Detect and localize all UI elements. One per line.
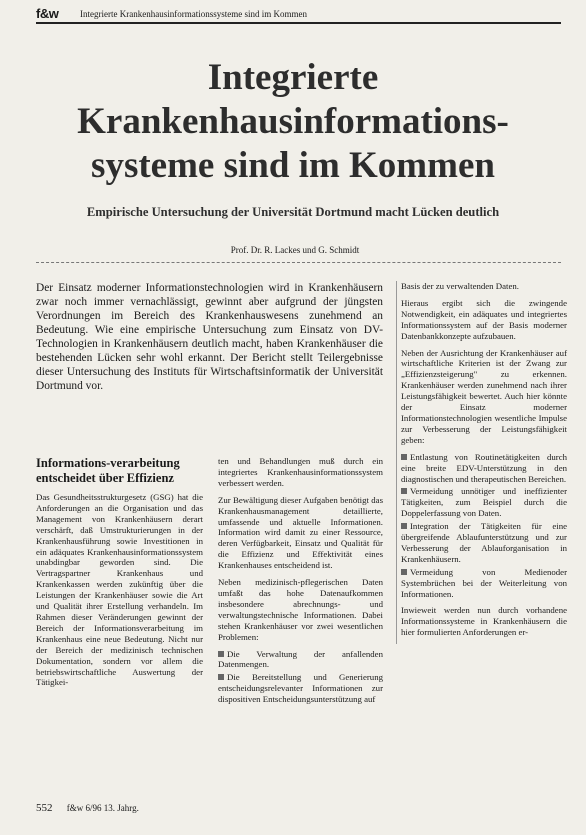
issue-info: f&w 6/96 13. Jahrg. [66,803,139,813]
paragraph: ten und Behandlungen muß durch ein integriertes Krankenhausinformationssystem verbessert werden. [218,456,383,488]
bullet-text: Die Verwaltung der anfallenden Datenmengen. [218,648,383,670]
body-column-3 [396,281,567,644]
running-header [36,8,561,24]
bullet-text: Integration der Tätigkeiten für eine übergreifende Ablaufunterstützung und zur Verbesserung der Ablauforganisation in Krankenhäusern. [401,521,567,564]
bullet-item [401,567,567,600]
bullet-square-icon [401,488,407,494]
paragraph: Zur Bewältigung dieser Aufgaben benötigt das Krankenhausmanagement detaillierte, umfassende und aktuelle Informationen. Information wird damit zu einer Ressource, deren Verfügbarkeit, Einsatz und Qualität für die Effizienz und Effektivität eines Krankenhauses entscheidend ist. [218,494,383,571]
body-column-2 [218,456,383,707]
bullet-text: Vermeidung unnötiger und ineffizienter Tätigkeiten, zum Beispiel durch die Doppelerfassung von Daten. [401,486,567,519]
paragraph: Hieraus ergibt sich die zwingende Notwendigkeit, ein adäquates und integriertes Informationssystem auf der Basis moderner Datenbankkonzepte aufzubauen. [401,297,567,341]
article-title [20,56,566,188]
paragraph: Das Gesundheitsstrukturgesetz (GSG) hat die Anforderungen an die Organisation und das Management von Krankenhäusern derart verschärft, daß Umstrukturierungen in der Krankenhausführung sowie Investitionen in ein adäquates Krankenhausinformationssystem unabdingbar geworden sind. Die Vertragspartner Krankenhaus und Krankenkassen werden zukünftig über die Leistungen der Krankenhäuser sowie die Art und Qualität ihrer Erstellung verhandeln. Im Rahmen dieser Veränderungen gewinnt der Bereich der Informationsverarbeitung im Krankenhaus eine neue Bedeutung. Nicht nur der Bereich der medizinisch technischen Dokumentation, sondern vor allem die betriebswirtschaftliche Auswertung der Tätigkei- [36,492,203,688]
bullet-item [401,486,567,519]
paragraph: Basis der zu verwaltenden Daten. [401,281,519,291]
bullet-square-icon [401,569,407,575]
paragraph: Neben der Ausrichtung der Krankenhäuser auf wirtschaftliche Kriterien ist der Zwang zur „Effizienzsteigerung" zu erkennen. Krankenhäuser werden zunehmend nach ihrer Leistungsfähigkeit bewertet. Auch hier könnte der Einsatz moderner Informationstechnologien wesentliche Impulse zur Verbesserung der Leistungsfähigkeit geben: [401,347,567,445]
bullet-text: Entlastung von Routinetätigkeiten durch eine breite EDV-Unterstützung in den diagnostischen und therapeutischen Bereichen. [401,451,567,484]
paragraph: Inwieweit werden nun durch vorhandene Informationssysteme in Krankenhäusern die hier formulierten Anforderungen er- [401,605,567,638]
body-column-1 [36,456,203,694]
article-subtitle: Empirische Untersuchung der Universität Dortmund macht Lücken deutlich [86,205,500,219]
page-number: 552 [36,802,53,814]
bullet-item [218,649,383,671]
lead-column [36,281,383,393]
bullet-square-icon [401,454,407,460]
bullet-item [218,672,383,705]
divider [36,262,561,263]
paragraph: Neben medizinisch-pflegerischen Daten umfaßt das hohe Datenaufkommen insbesondere abrechnungs- und verwaltungstechnische Informationen. Dabei stehen Krankenhäuser vor zwei wesentlichen Problemen: [218,577,383,642]
title-line: systeme sind im Kommen [91,145,495,186]
bullet-text: Vermeidung von Medienoder Systembrüchen bei der Weiterleitung von Informationen. [401,566,567,599]
bullet-item [401,521,567,565]
section-heading: Informations-verarbeitung entscheidet über Effizienz [36,456,180,485]
journal-logo: f&w [36,6,59,21]
article-authors: Prof. Dr. R. Lackes und G. Schmidt [230,245,360,255]
bullet-square-icon [218,651,224,657]
title-line: Krankenhausinformations- [77,101,509,142]
lead-paragraph: Der Einsatz moderner Informationstechnologien wird in Krankenhäusern zwar noch immer vernachlässigt, gewinnt aber aufgrund der jüngsten Verordnungen im Bereich des Krankenhauswesens zunehmend an Bedeutung. Wie eine empirische Untersuchung zum Einsatz von DV-Technologien in Krankenhäusern deutlich macht, haben Krankenhäuser die bestehenden Lücken sehr wohl erkannt. Der Bericht stellt Teilergebnisse dieser Untersuchung des Instituts für Wirtschaftsinformatik der Universität Dortmund vor. [36,282,383,392]
title-line: Integrierte [207,57,379,98]
bullet-text: Die Bereitstellung und Generierung entscheidungsrelevanter Informationen zur dispositiven Entscheidungsunterstützung auf [218,672,383,705]
page-footer [36,802,336,814]
bullet-square-icon [218,674,224,680]
running-title: Integrierte Krankenhausinformationssysteme sind im Kommen [80,9,307,19]
bullet-item [401,452,567,485]
bullet-square-icon [401,523,407,529]
